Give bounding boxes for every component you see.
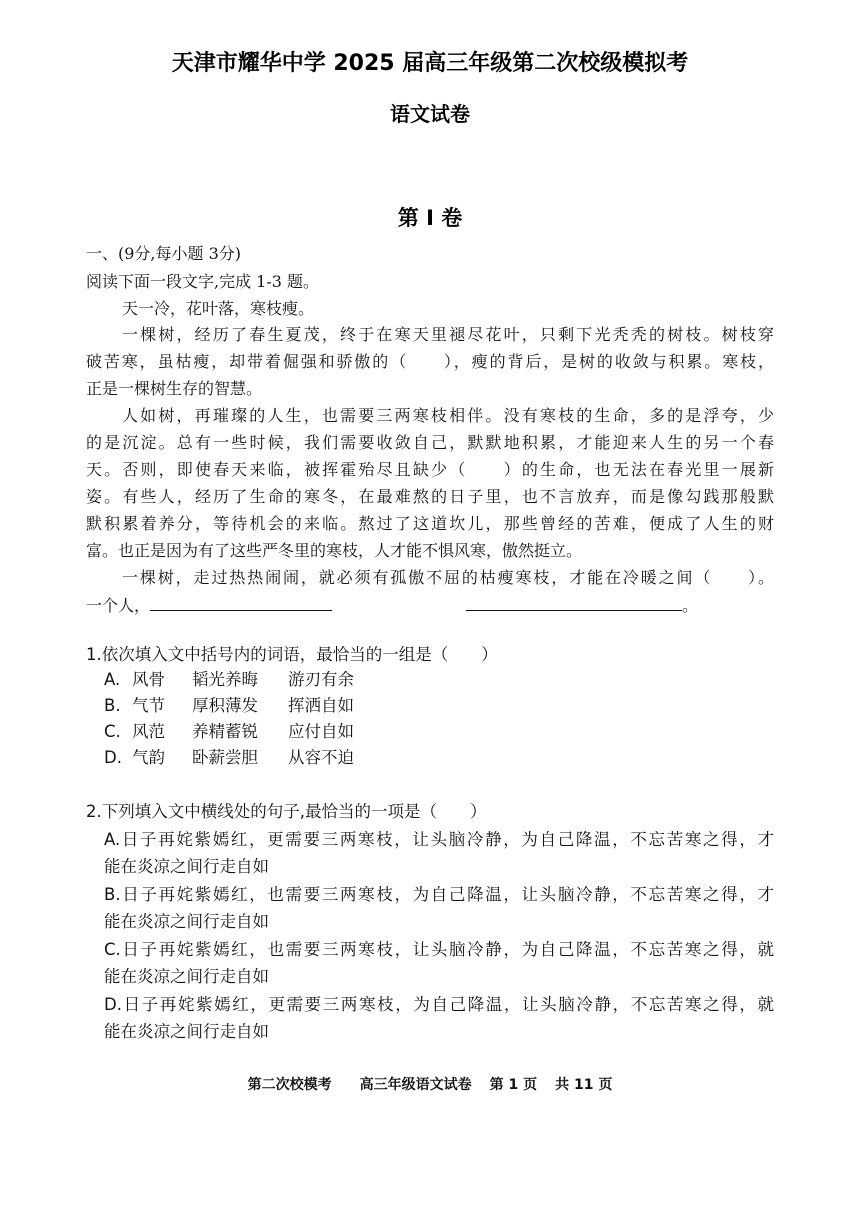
- q1-option-c: C. 风范 养精蓄锐 应付自如: [104, 722, 354, 741]
- q1-option-a: A. 风骨 韬光养晦 游刃有余: [104, 670, 354, 689]
- passage-line: 天一冷，花叶落，寒枝瘦。: [122, 299, 315, 318]
- q2-option-c-cont: 能在炎凉之间行走自如: [104, 967, 269, 986]
- passage-line: 一棵树，走过热热闹闹，就必须有孤傲不屈的枯瘦寒枝，才能在冷暖之间（ ）。: [122, 568, 774, 587]
- footer-total: 共 11 页: [555, 1077, 613, 1093]
- volume-title: 第 I 卷: [397, 206, 463, 230]
- footer-page: 第 1 页: [489, 1077, 538, 1093]
- passage-line: 正是一棵树生存的智慧。: [86, 379, 263, 398]
- footer-exam: 第二次校模考: [247, 1077, 332, 1093]
- passage-line: 人如树，再璀璨的人生，也需要三两寒枝相伴。没有寒枝的生命，多的是浮夸，少: [122, 406, 774, 425]
- page-footer: [0, 1074, 860, 1094]
- q1-stem: 1.依次填入文中括号内的词语，最恰当的一组是（ ）: [86, 645, 498, 664]
- passage-line: 默积累着养分，等待机会的来临。熬过了这道坎儿，那些曾经的苦难，便成了人生的财: [86, 514, 774, 533]
- passage-line: 一棵树，经历了春生夏茂，终于在寒天里褪尽花叶，只剩下光秃秃的树枝。树枝穿: [122, 325, 774, 344]
- section-heading: 一、(9分,每小题 3分): [86, 244, 242, 263]
- q2-option-a-cont: 能在炎凉之间行走自如: [104, 857, 269, 876]
- q2-option-b-cont: 能在炎凉之间行走自如: [104, 912, 269, 931]
- q2-stem: 2.下列填入文中横线处的句子,最恰当的一项是（ ）: [86, 802, 487, 821]
- q2-option-d: D.日子再姹紫嫣红，更需要三两寒枝，为自己降温，让头脑冷静，不忘苦寒之得，就: [104, 995, 774, 1014]
- q2-option-b: B.日子再姹紫嫣红，也需要三两寒枝，为自己降温，让头脑冷静，不忘苦寒之得，才: [104, 885, 774, 904]
- passage-line: 富。也正是因为有了这些严冬里的寒枝，人才能不惧风寒，傲然挺立。: [86, 541, 583, 560]
- passage-fill-prefix: 一个人，: [86, 596, 151, 615]
- q1-option-b: B. 气节 厚积薄发 挥洒自如: [104, 696, 354, 715]
- passage-fill-line: [86, 595, 698, 616]
- passage-line: 的是沉淀。总有一些时候，我们需要收敛自己，默默地积累，才能迎来人生的另一个春: [86, 433, 774, 452]
- passage-line: 姿。有些人，经历了生命的寒冬，在最难熬的日子里，也不言放弃，而是像勾践那般默: [86, 487, 774, 506]
- section-instruction: 阅读下面一段文字,完成 1-3 题。: [86, 272, 320, 291]
- exam-title: 天津市耀华中学 2025 届高三年级第二次校级模拟考: [171, 51, 689, 76]
- q2-option-a: A.日子再姹紫嫣红，更需要三两寒枝，让头脑冷静，为自己降温，不忘苦寒之得，才: [104, 830, 774, 849]
- subject-title: 语文试卷: [390, 102, 470, 126]
- passage-line: 天。否则，即使春天来临，被挥霍殆尽且缺少（ ）的生命，也无法在春光里一展新: [86, 460, 774, 479]
- answer-blank-2: [466, 595, 682, 611]
- q2-option-d-cont: 能在炎凉之间行走自如: [104, 1022, 269, 1041]
- passage-fill-suffix: 。: [682, 596, 699, 615]
- answer-blank-1: [150, 595, 332, 611]
- q2-option-c: C.日子再姹紫嫣红，也需要三两寒枝，让头脑冷静，为自己降温，不忘苦寒之得，就: [104, 940, 774, 959]
- q1-option-d: D. 气韵 卧薪尝胆 从容不迫: [104, 748, 354, 767]
- passage-line: 破苦寒，虽枯瘦，却带着倔强和骄傲的（ ），瘦的背后，是树的收敛与积累。寒枝，: [86, 352, 774, 371]
- footer-paper: 高三年级语文试卷: [359, 1077, 472, 1093]
